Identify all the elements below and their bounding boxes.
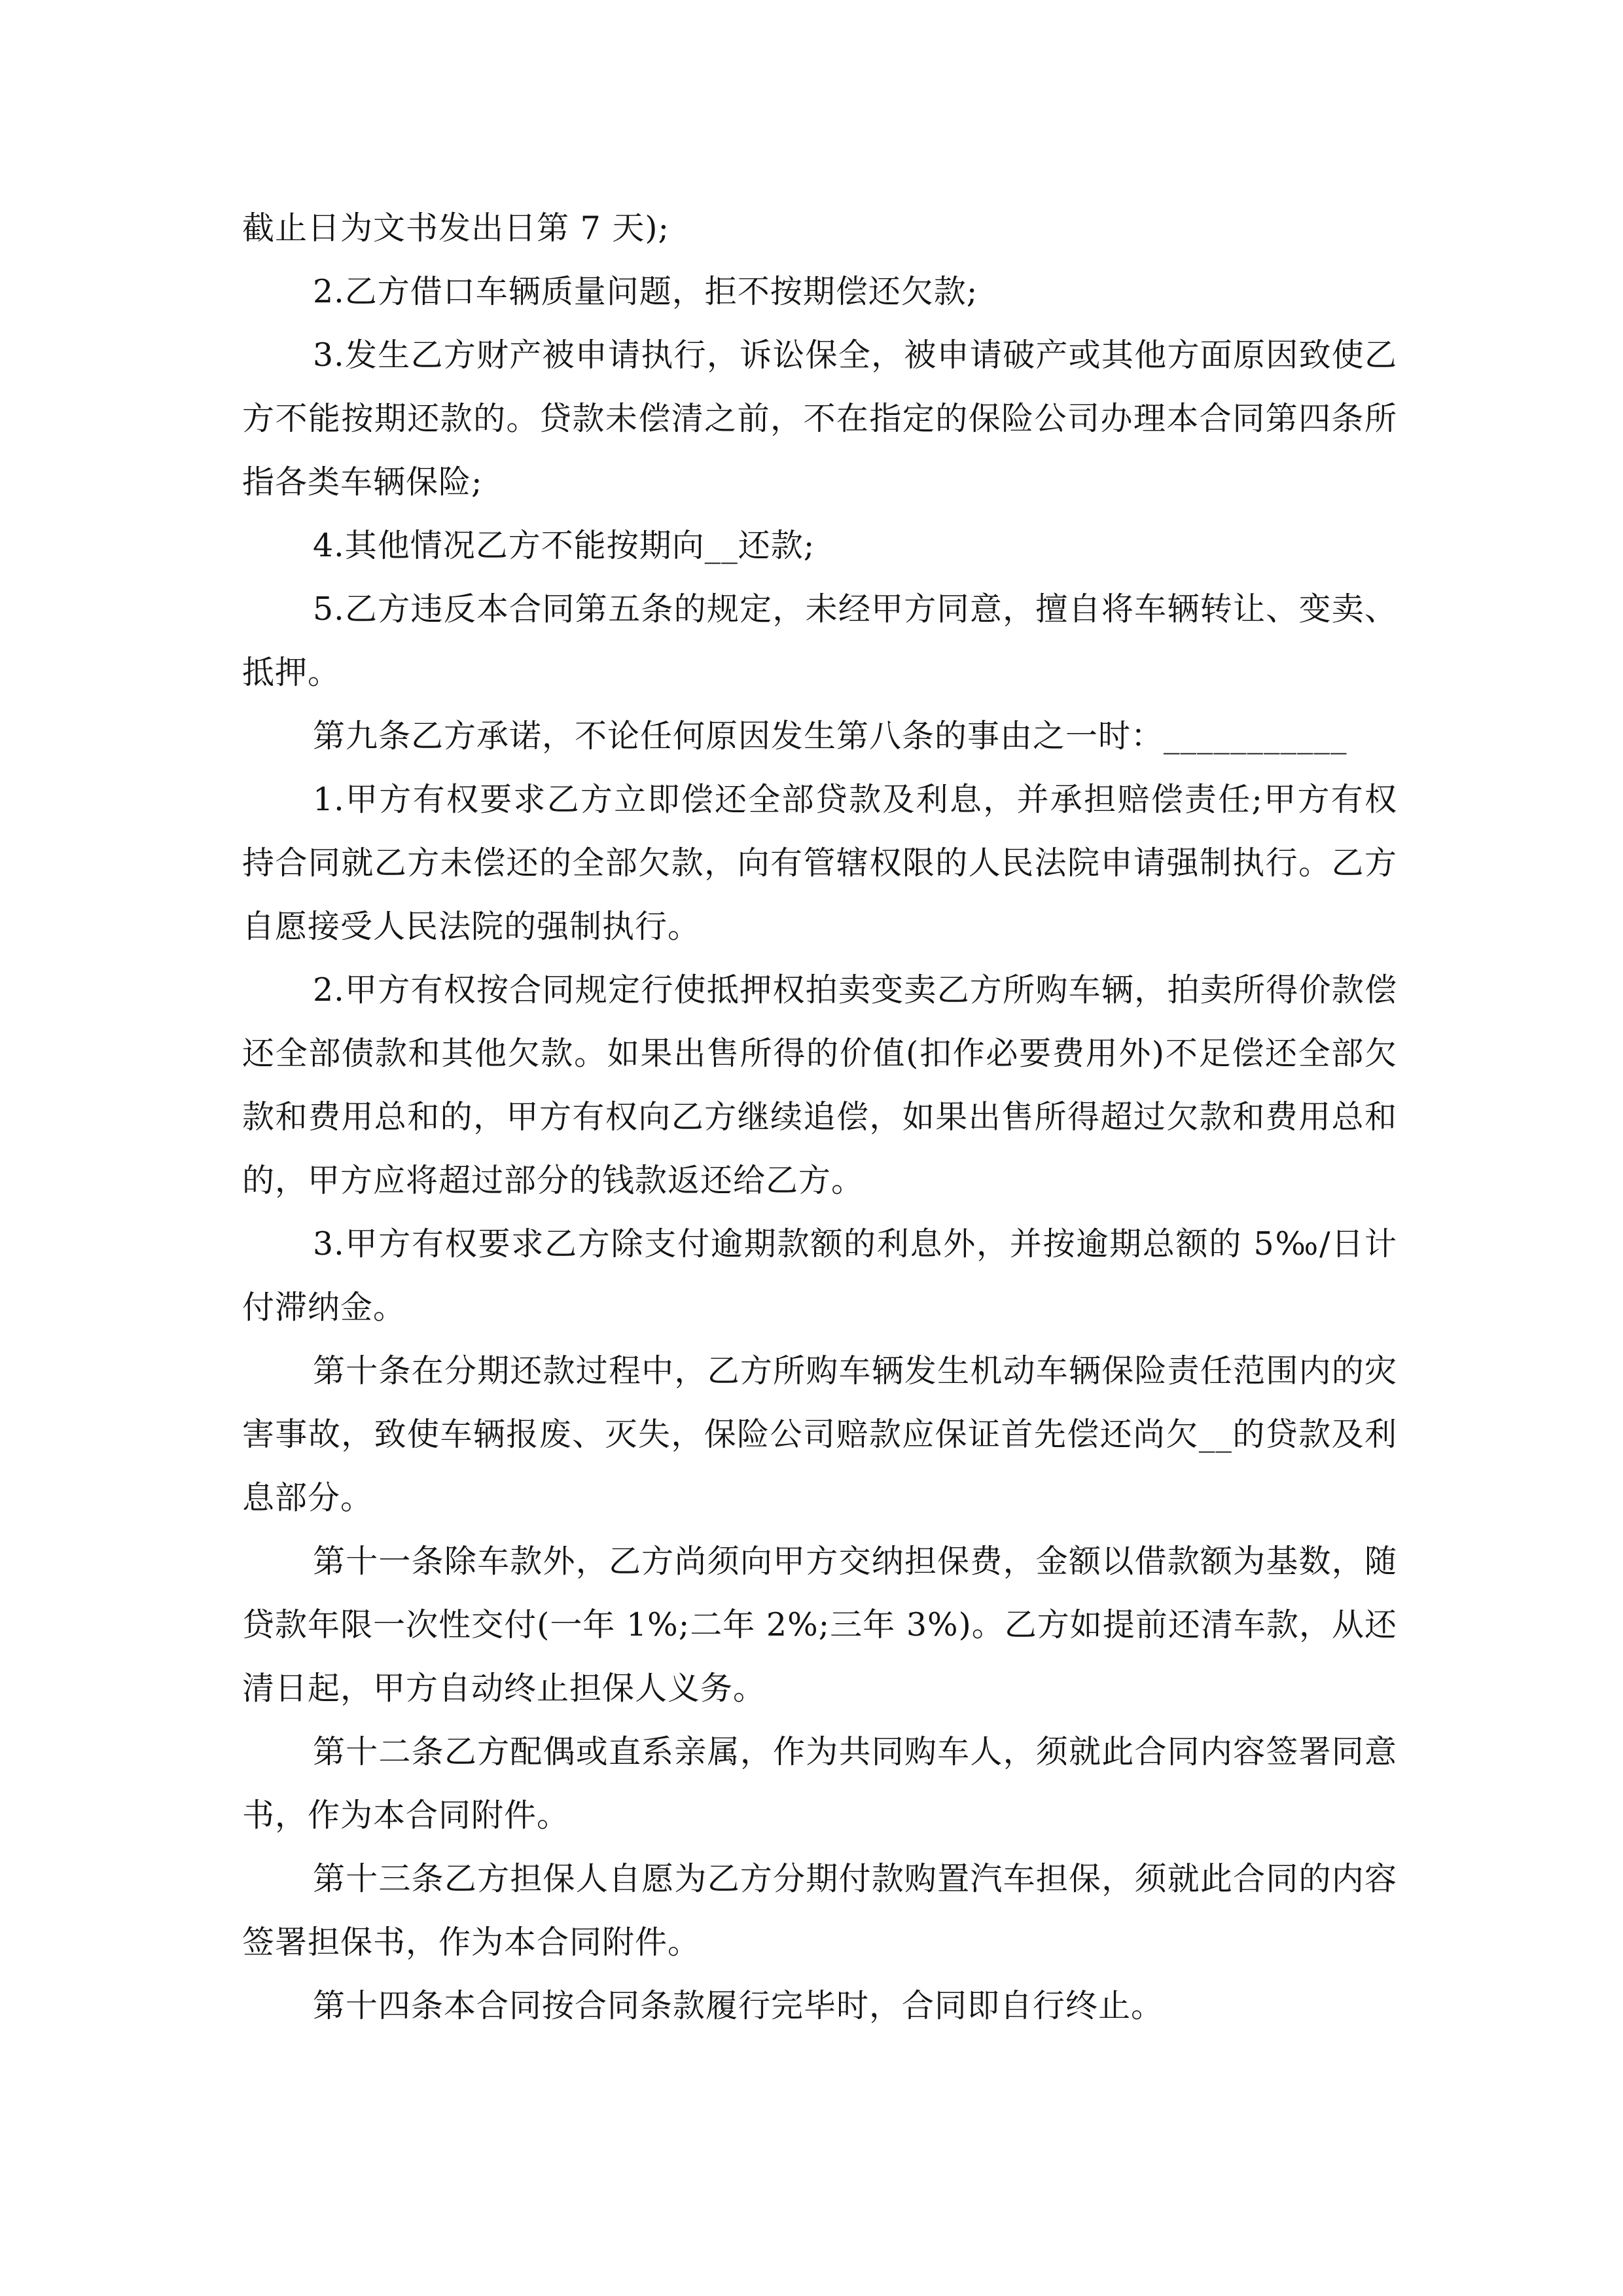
paragraph-article-14: 第十四条本合同按合同条款履行完毕时，合同即自行终止。 <box>313 1987 1164 2024</box>
paragraph-item-5: 5.乙方违反本合同第五条的规定，未经甲方同意，擅自将车辆转让、变卖、抵押。 <box>242 590 1397 691</box>
paragraph-article-9-item-1: 1.甲方有权要求乙方立即偿还全部贷款及利息，并承担赔偿责任;甲方有权持合同就乙方未偿还的全部欠款，向有管辖权限的人民法院申请强制执行。乙方自愿接受人民法院的强制执行。 <box>242 781 1397 945</box>
paragraph-item-2: 2.乙方借口车辆质量问题，拒不按期偿还欠款; <box>313 273 978 310</box>
paragraph-article-9-item-3: 3.甲方有权要求乙方除支付逾期款额的利息外，并按逾期总额的 5‰/日计付滞纳金。 <box>242 1225 1397 1326</box>
paragraph-article-9: 第九条乙方承诺，不论任何原因发生第八条的事由之一时：___________ <box>313 717 1347 755</box>
paragraph-article-12: 第十二条乙方配偶或直系亲属，作为共同购车人，须就此合同内容签署同意书，作为本合同附件。 <box>242 1733 1397 1834</box>
paragraph-article-10: 第十条在分期还款过程中，乙方所购车辆发生机动车辆保险责任范围内的灾害事故，致使车辆报废、灭失，保险公司赔款应保证首先偿还尚欠__的贷款及利息部分。 <box>242 1352 1397 1516</box>
paragraph-article-13: 第十三条乙方担保人自愿为乙方分期付款购置汽车担保，须就此合同的内容签署担保书，作为本合同附件。 <box>242 1860 1397 1961</box>
paragraph-item-3: 3.发生乙方财产被申请执行，诉讼保全，被申请破产或其他方面原因致使乙方不能按期还款的。贷款未偿清之前，不在指定的保险公司办理本合同第四条所指各类车辆保险; <box>242 336 1397 501</box>
paragraph-article-11: 第十一条除车款外，乙方尚须向甲方交纳担保费，金额以借款额为基数，随贷款年限一次性交付(一年 1%;二年 2%;三年 3%)。乙方如提前还清车款，从还清日起，甲方自动终止担保人义务。 <box>242 1543 1397 1707</box>
paragraph-item-4: 4.其他情况乙方不能按期向__还款; <box>313 527 815 564</box>
document-body <box>242 196 1397 2037</box>
paragraph-article-9-item-2: 2.甲方有权按合同规定行使抵押权拍卖变卖乙方所购车辆，拍卖所得价款偿还全部债款和其他欠款。如果出售所得的价值(扣作必要费用外)不足偿还全部欠款和费用总和的，甲方有权向乙方继续追偿，如果出售所得超过欠款和费用总和的，甲方应将超过部分的钱款返还给乙方。 <box>242 971 1397 1199</box>
paragraph-continuation: 截止日为文书发出日第 7 天); <box>242 209 669 247</box>
